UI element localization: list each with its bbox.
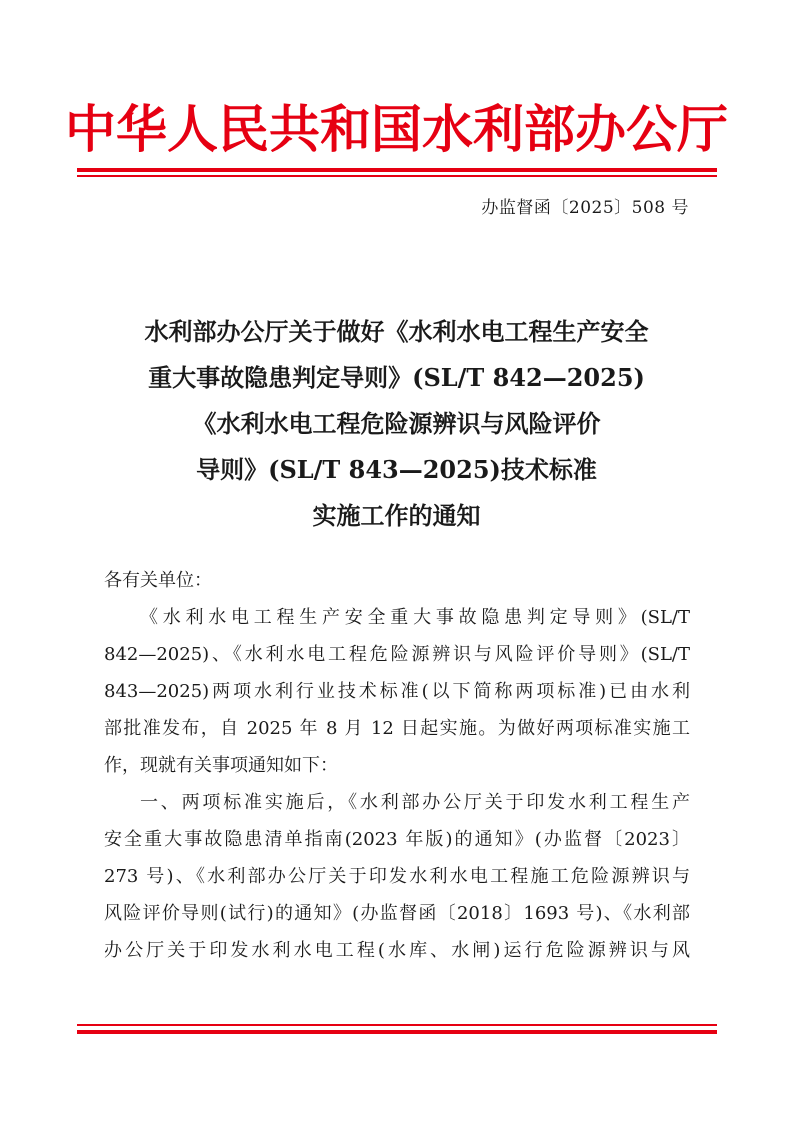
paragraph-line: 273 号)、《水利部办公厅关于印发水利水电工程施工危险源辨识与 [104,866,690,887]
paragraph-line: 843—2025)两项水利行业技术标准(以下简称两项标准)已由水利 [104,681,690,702]
title-line: 导则》(SL/T 843—2025)技术标准 [196,455,597,484]
paragraph-line: 部批准发布，自 2025 年 8 月 12 日起实施。为做好两项标准实施工 [104,718,690,739]
footer-rule-thick [77,1030,717,1034]
masthead-rule-thick [77,168,717,172]
paragraph-line: 安全重大事故隐患清单指南(2023 年版)的通知》(办监督〔2023〕 [104,829,690,850]
title-line: 重大事故隐患判定导则》(SL/T 842—2025) [148,363,645,392]
paragraph-line: 办公厅关于印发水利水电工程(水库、水闸)运行危险源辨识与风 [104,940,690,961]
salutation: 各有关单位： [104,570,212,591]
paragraph-2 [104,784,690,969]
footer-rule-thin [77,1024,717,1026]
paragraph-line: 842—2025)、《水利水电工程危险源辨识与风险评价导则》(SL/T [104,644,690,665]
paragraph-line: 《水利水电工程生产安全重大事故隐患判定导则》(SL/T [140,607,690,628]
document-number: 办监督函〔2025〕508 号 [481,198,689,218]
masthead-rule-thin [77,175,717,177]
paragraph-line: 风险评价导则(试行)的通知》(办监督函〔2018〕1693 号)、《水利部 [104,903,690,924]
notice-body [104,562,690,969]
title-line: 水利部办公厅关于做好《水利水电工程生产安全 [144,317,649,346]
paragraph-1 [104,599,690,784]
masthead-title: 中华人民共和国水利部办公厅 [64,100,728,160]
notice-title [60,309,733,539]
paragraph-line: 一、两项标准实施后，《水利部办公厅关于印发水利工程生产 [140,792,690,813]
paragraph-line: 作，现就有关事项通知如下： [104,755,338,776]
title-line: 《水利水电工程危险源辨识与风险评价 [192,409,601,438]
title-line: 实施工作的通知 [312,501,481,530]
